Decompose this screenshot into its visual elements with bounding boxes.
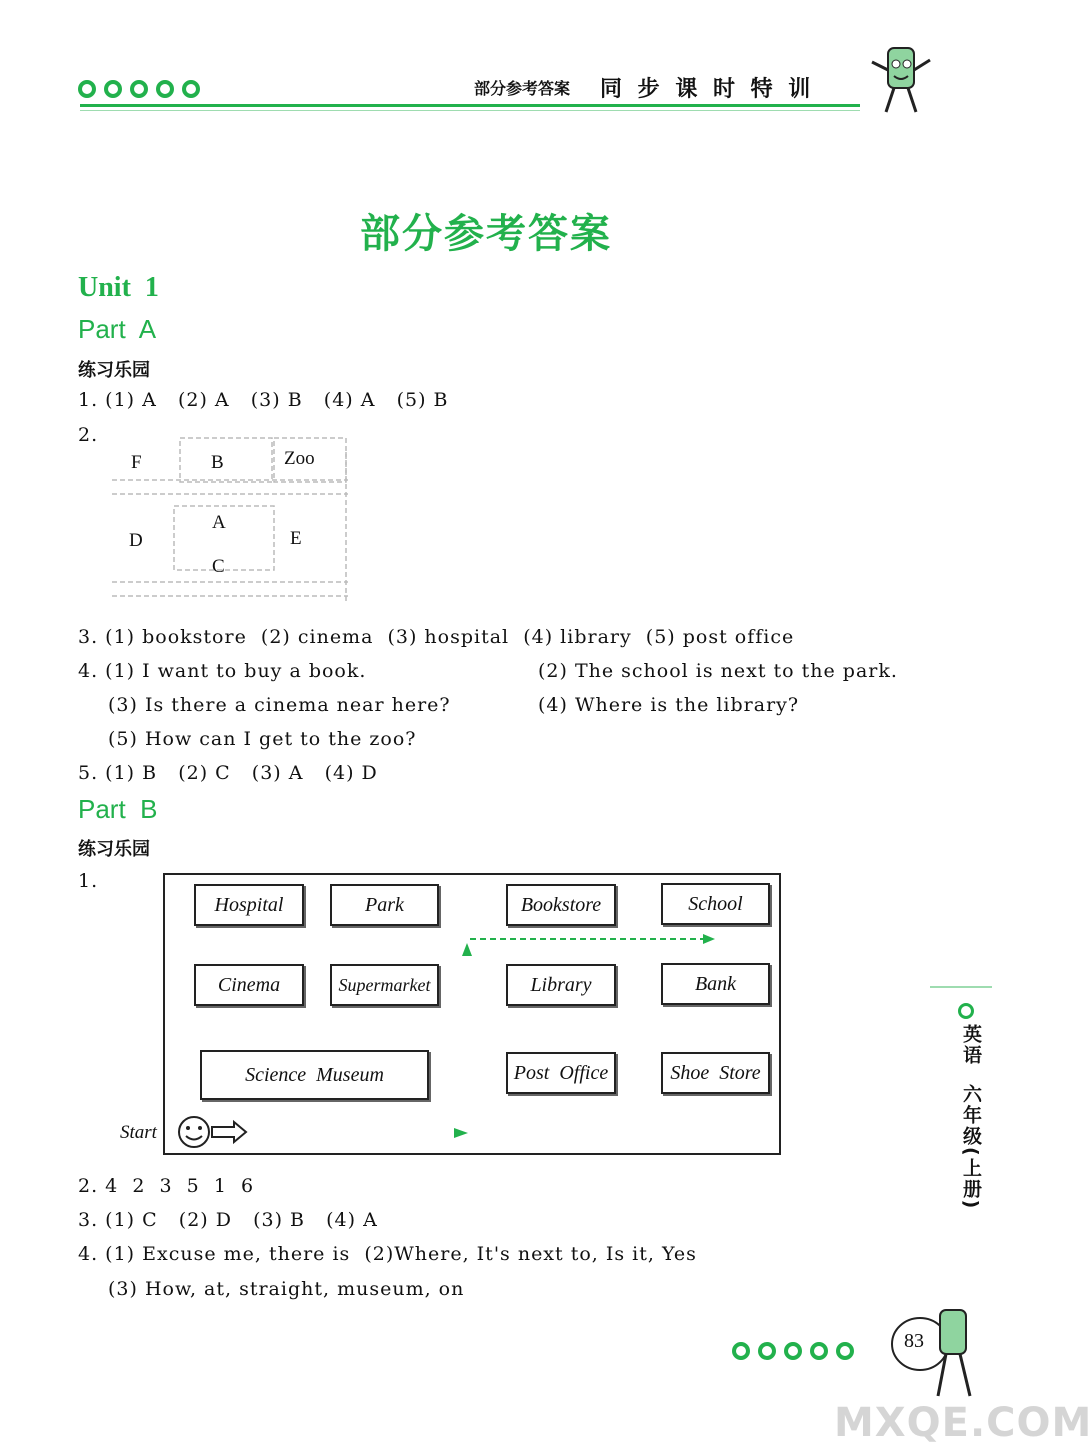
footer-mascot-icon: [880, 1300, 980, 1410]
header-book-title: 同 步 课 时 特 训: [600, 77, 815, 102]
part-a-q4-4: (4) Where is the library?: [538, 694, 800, 716]
part-b-q1-number: 1.: [78, 870, 99, 892]
header-decoration-circles: [78, 80, 208, 102]
part-b-q4-2: (3) How, at, straight, museum, on: [108, 1278, 465, 1300]
part-a-q1: 1. (1) A (2) A (3) B (4) A (5) B: [78, 389, 449, 411]
map-box-supermarket: Supermarket: [330, 964, 439, 1006]
map-label-f: F: [131, 452, 142, 473]
footer-decoration-circles: [732, 1342, 862, 1364]
map-label-b: B: [211, 452, 224, 473]
unit-heading: Unit 1: [78, 272, 159, 303]
map-label-a: A: [212, 512, 226, 533]
page-number: 83: [904, 1330, 924, 1352]
header-section-label: 部分参考答案: [474, 81, 571, 98]
map-box-cinema: Cinema: [194, 964, 304, 1006]
part-b-q3: 3. (1) C (2) D (3) B (4) A: [78, 1209, 378, 1231]
route-arrows: [440, 925, 760, 1145]
map-box-bookstore: Bookstore: [506, 884, 616, 926]
part-a-q3: 3. (1) bookstore (2) cinema (3) hospital (4) library (5) post office: [78, 626, 795, 648]
map-box-school: School: [661, 883, 770, 925]
header-rule: [80, 104, 860, 107]
part-b-subtitle: 练习乐园: [78, 839, 150, 860]
smiley-face-icon: [172, 1112, 252, 1152]
map-label-d: D: [129, 530, 143, 551]
part-a-map-sketch: [108, 432, 358, 604]
map-label-c: C: [212, 556, 225, 577]
map-box-library: Library: [506, 964, 616, 1006]
pencil-mascot-icon: [866, 40, 936, 120]
part-a-heading: Part A: [78, 314, 157, 344]
part-a-q4-2: (2) The school is next to the park.: [538, 660, 898, 682]
part-a-q4-5: (5) How can I get to the zoo?: [108, 728, 417, 750]
map-label-e: E: [290, 528, 302, 549]
map-label-zoo: Zoo: [284, 448, 315, 469]
map-box-shoe-store: Shoe Store: [661, 1052, 770, 1094]
map-box-park: Park: [330, 884, 439, 926]
part-a-q4-1: 4. (1) I want to buy a book.: [78, 660, 367, 682]
part-b-q2: 2. 4 2 3 5 1 6: [78, 1175, 255, 1197]
sidebar-grade: 六年级(上册): [960, 1084, 982, 1211]
sidebar-circle-icon: [958, 1003, 974, 1019]
map-box-science-museum: Science Museum: [200, 1050, 429, 1100]
map-box-post-office: Post Office: [506, 1052, 616, 1094]
part-a-q4-3: (3) Is there a cinema near here?: [108, 694, 451, 716]
part-a-q5: 5. (1) B (2) C (3) A (4) D: [78, 762, 378, 784]
watermark: MXQE.COM: [834, 1400, 1092, 1446]
map-box-bank: Bank: [661, 963, 770, 1005]
map-box-hospital: Hospital: [194, 884, 304, 926]
page-title: 部分参考答案: [360, 211, 612, 257]
part-b-heading: Part B: [78, 794, 158, 824]
map-start-label: Start: [120, 1122, 157, 1143]
part-a-subtitle: 练习乐园: [78, 360, 150, 381]
sidebar-rule: [930, 986, 992, 988]
part-a-q2-number: 2.: [78, 424, 99, 446]
sidebar-subject: 英语: [960, 1024, 982, 1066]
part-b-q4-1: 4. (1) Excuse me, there is (2)Where, It's next to, Is it, Yes: [78, 1243, 697, 1265]
header-rule-thin: [80, 110, 860, 111]
